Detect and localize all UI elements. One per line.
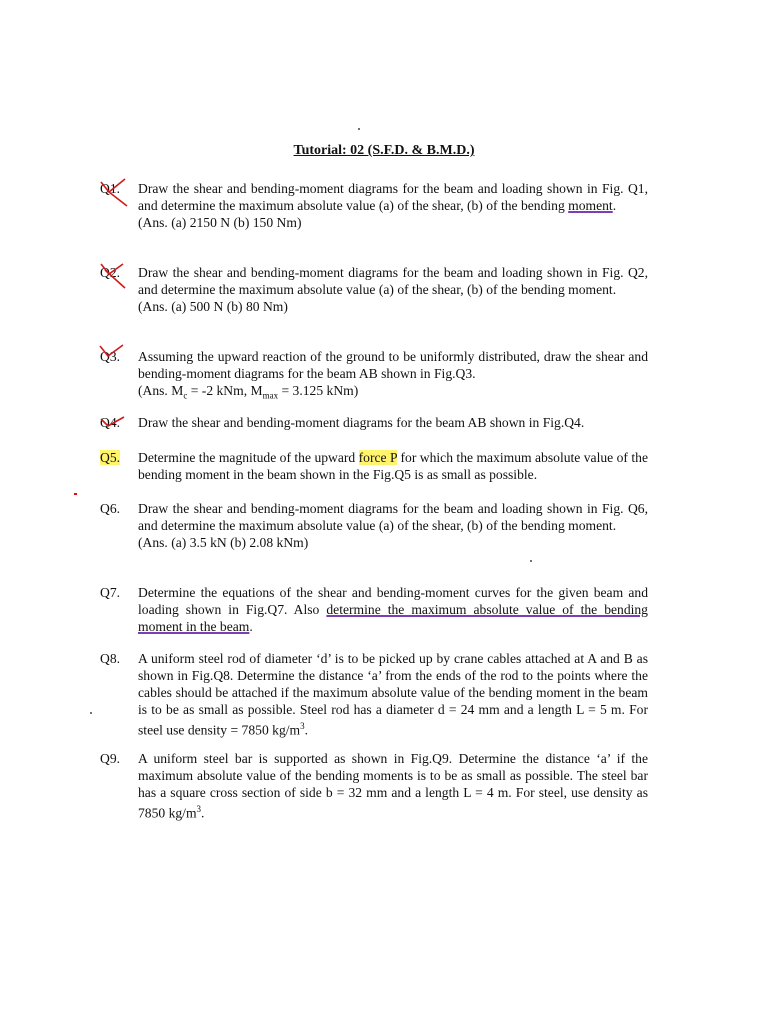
highlighted-number: Q5. — [100, 450, 121, 465]
question-4 — [100, 414, 648, 431]
answer: (Ans. (a) 2150 N (b) 150 Nm) — [138, 215, 302, 230]
question-5 — [100, 449, 648, 483]
question-text: Draw the shear and bending-moment diagrams for the beam and loading shown in Fig. Q6, and determine the maximum absolute value (a) of the shear, (b) of the bending moment. (Ans. (a) 3.5 kN (b) 2.08 kNm) — [138, 501, 648, 550]
question-6 — [100, 500, 648, 551]
answer: (Ans. $M_c = -2$ kNm, $M_{max} = 3.125$ kNm) — [138, 383, 359, 401]
question-text: Determine the magnitude of the upward force P for which the maximum absolute value of the bending moment in the beam shown in the Fig.Q5 is as small as possible. — [138, 450, 648, 482]
page-title: Tutorial: 02 (S.F.D. & B.M.D.) — [293, 143, 475, 158]
question-text: Draw the shear and bending-moment diagrams for the beam AB shown in Fig.Q4. — [138, 415, 585, 430]
question-8 — [100, 650, 648, 739]
question-number: Q4. — [100, 415, 121, 430]
question-number: Q6. — [100, 501, 121, 516]
underlined-text: moment — [568, 198, 613, 213]
scan-speck — [358, 128, 360, 130]
scan-speck — [530, 560, 532, 562]
question-number: Q1. — [100, 181, 121, 196]
scan-speck — [90, 712, 92, 714]
answer: (Ans. (a) 500 N (b) 80 Nm) — [138, 299, 288, 314]
question-number: Q9. — [100, 751, 121, 766]
question-2 — [100, 264, 648, 315]
question-7 — [100, 584, 648, 635]
question-text: A uniform steel rod of diameter ‘d’ is to be picked up by crane cables attached at A and B as shown in Fig.Q8. Determine the distance ‘a’ from the ends of the rod to the points where the cables should be attached if the maximum absolute value of the bending moment in the beam is to be as small as possible. Steel rod has a diameter d = 24 mm and a length L = 5 m. For steel use density = 7850 $kg/m^3$. — [138, 651, 648, 738]
red-pen-mark — [74, 493, 77, 495]
highlighted-text: force P — [358, 450, 398, 465]
question-text: Draw the shear and bending-moment diagrams for the beam and loading shown in Fig. Q2, and determine the maximum absolute value (a) of the shear, (b) of the bending moment. (Ans. (a) 500 N (b) 80 Nm) — [138, 265, 648, 314]
question-number: Q8. — [100, 651, 121, 666]
question-number: Q3. — [100, 349, 121, 364]
question-number — [100, 449, 136, 466]
question-9 — [100, 750, 648, 822]
answer: (Ans. (a) 3.5 kN (b) 2.08 kNm) — [138, 535, 309, 550]
question-1 — [100, 180, 648, 231]
question-text: Determine the equations of the shear and bending-moment curves for the given beam and loading shown in Fig.Q7. Also determine the maximum absolute value of the bending moment in the beam. — [138, 585, 648, 634]
question-number: Q7. — [100, 585, 121, 600]
question-text: A uniform steel bar is supported as shown in Fig.Q9. Determine the distance ‘a’ if the maximum absolute value of the bending moments is to be as small as possible. The steel bar has a square cross section of side b = 32 mm and a length L = 4 m. For steel, use density as 7850 $kg/m^3$. — [138, 751, 648, 821]
underlined-text: determine the maximum absolute value of the bending moment in the beam — [138, 602, 648, 634]
question-text: Draw the shear and bending-moment diagrams for the beam and loading shown in Fig. Q1, and determine the maximum absolute value (a) of the shear, (b) of the bending moment. (Ans. (a) 2150 N (b) 150 Nm) — [138, 181, 648, 230]
question-3 — [100, 348, 648, 405]
question-text: Assuming the upward reaction of the ground to be uniformly distributed, draw the shear and bending-moment diagrams for the beam AB shown in Fig.Q3. (Ans. $M_c = -2$ kNm, $M_{max} = 3.125$ kNm) — [138, 348, 648, 405]
question-number: Q2. — [100, 265, 121, 280]
